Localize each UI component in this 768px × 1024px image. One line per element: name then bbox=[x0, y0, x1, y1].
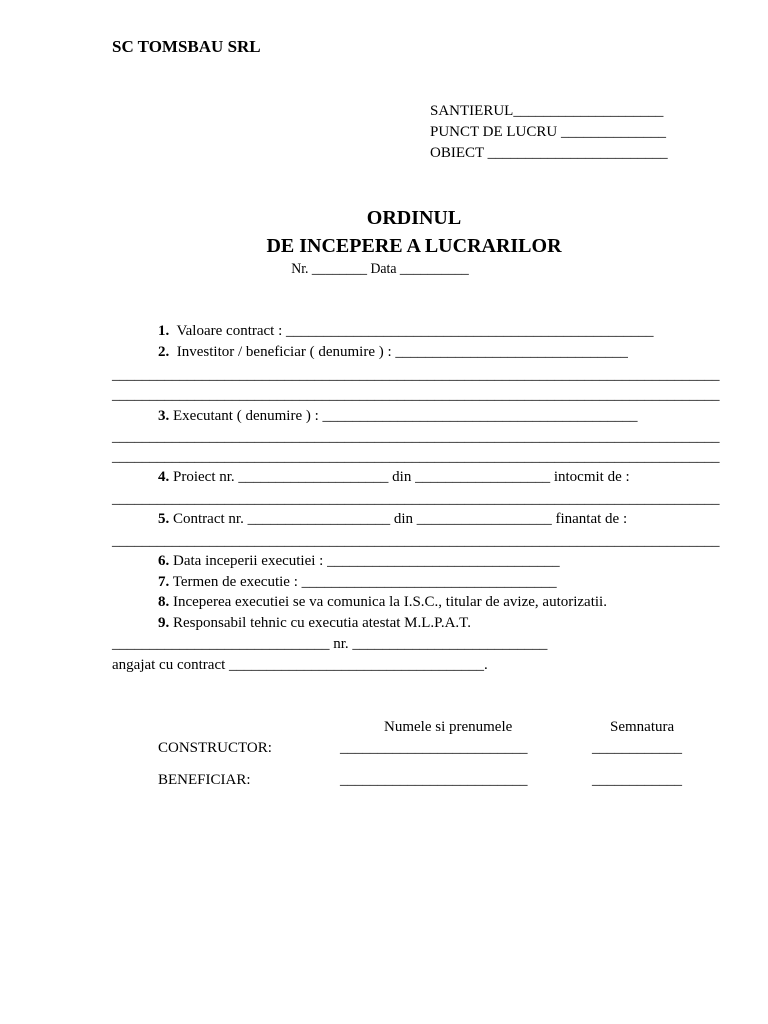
item-3-number: 3. bbox=[158, 408, 170, 424]
item-6-number: 6. bbox=[158, 553, 170, 569]
item-2 bbox=[158, 343, 628, 361]
item-4-text: Proiect nr. ____________________ din __________________ intocmit de : bbox=[169, 469, 630, 485]
item-1-number: 1. bbox=[158, 323, 170, 339]
angajat-line: angajat cu contract __________________________________. bbox=[112, 657, 488, 673]
item-7 bbox=[158, 573, 557, 591]
signature-column-name: Numele si prenumele bbox=[384, 719, 513, 735]
document-title-line1: ORDINUL bbox=[366, 207, 462, 229]
blank-line: _________________________________________________________________________________ bbox=[112, 367, 720, 383]
header-field-obiect: OBIECT ________________________ bbox=[430, 145, 668, 161]
blank-line: _________________________________________________________________________________ bbox=[112, 491, 720, 507]
item-7-text: Termen de executie : __________________________________ bbox=[169, 574, 557, 590]
signature-column-sign: Semnatura bbox=[610, 719, 675, 735]
item-5 bbox=[158, 510, 627, 528]
header-field-punct-de-lucru: PUNCT DE LUCRU ______________ bbox=[430, 124, 666, 140]
item-3 bbox=[158, 407, 638, 425]
item-2-text: Investitor / beneficiar ( denumire ) : _______________________________ bbox=[169, 344, 628, 360]
item-3-text: Executant ( denumire ) : __________________________________________ bbox=[169, 408, 638, 424]
item-9-number: 9. bbox=[158, 615, 170, 631]
company-name: SC TOMSBAU SRL bbox=[112, 37, 261, 56]
blank-line: _________________________________________________________________________________ bbox=[112, 449, 720, 465]
constructor-sign-blank: ____________ bbox=[592, 740, 682, 756]
beneficiar-name-blank: _________________________ bbox=[340, 772, 528, 788]
item-6 bbox=[158, 552, 560, 570]
item-2-number: 2. bbox=[158, 344, 170, 360]
item-1 bbox=[158, 322, 654, 340]
nr-data-line: Nr. ________ Data __________ bbox=[291, 261, 469, 277]
item-1-text: Valoare contract : _________________________________________________ bbox=[169, 323, 654, 339]
item-9-text: Responsabil tehnic cu executia atestat M.L.P.A.T. bbox=[169, 615, 471, 631]
item-5-number: 5. bbox=[158, 511, 170, 527]
item-7-number: 7. bbox=[158, 574, 170, 590]
beneficiar-label: BENEFICIAR: bbox=[158, 772, 251, 788]
blank-line: _________________________________________________________________________________ bbox=[112, 429, 720, 445]
constructor-name-blank: _________________________ bbox=[340, 740, 528, 756]
item-8-number: 8. bbox=[158, 594, 170, 610]
item-5-text: Contract nr. ___________________ din __________________ finantat de : bbox=[169, 511, 628, 527]
header-field-santierul: SANTIERUL____________________ bbox=[430, 103, 664, 119]
responsabil-line: _____________________________ nr. __________________________ bbox=[112, 636, 548, 652]
document-title-line2: DE INCEPERE A LUCRARILOR bbox=[266, 235, 562, 257]
item-8 bbox=[158, 593, 607, 611]
item-8-text: Inceperea executiei se va comunica la I.S.C., titular de avize, autorizatii. bbox=[169, 594, 607, 610]
item-4-number: 4. bbox=[158, 469, 170, 485]
blank-line: _________________________________________________________________________________ bbox=[112, 533, 720, 549]
blank-line: _________________________________________________________________________________ bbox=[112, 387, 720, 403]
constructor-label: CONSTRUCTOR: bbox=[158, 740, 272, 756]
item-9 bbox=[158, 614, 471, 632]
item-4 bbox=[158, 468, 630, 486]
item-6-text: Data inceperii executiei : _______________________________ bbox=[169, 553, 560, 569]
beneficiar-sign-blank: ____________ bbox=[592, 772, 682, 788]
